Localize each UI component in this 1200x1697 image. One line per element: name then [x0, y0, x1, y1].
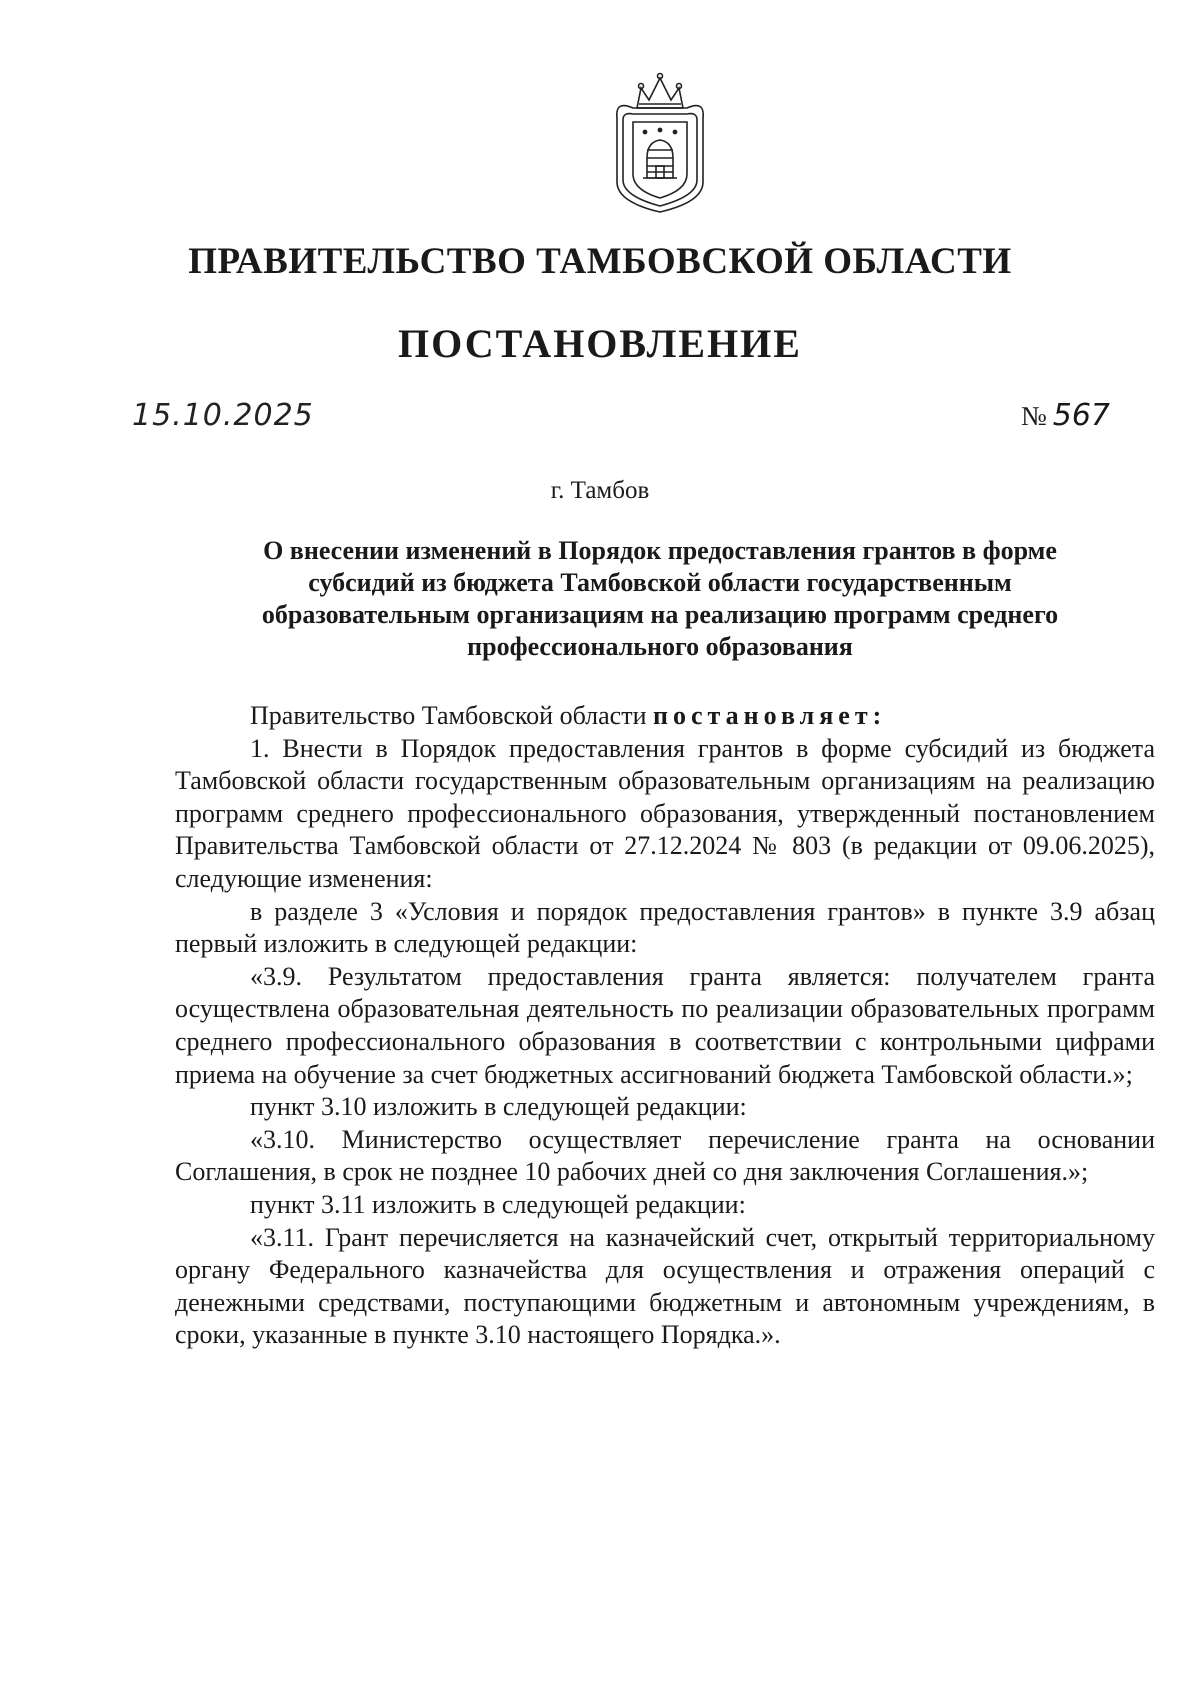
document-type: ПОСТАНОВЛЕНИЕ — [398, 321, 802, 366]
intro-paragraph — [175, 700, 1155, 733]
number-label: № — [1020, 401, 1047, 431]
body-paragraph: пункт 3.11 изложить в следующей редакции: — [250, 1189, 746, 1219]
intro-action: постановляет: — [653, 701, 887, 730]
body-paragraph: «3.9. Результатом предоставления гранта является: получателем гранта осуществлена образовательная деятельность по реализации образовательных программ среднего профессионального образования в соответствии с контрольными цифрами приема на обучение за счет бюджетных ассигнований бюджета Тамбовской области.»; — [175, 961, 1155, 1089]
subject-line: профессионального образования — [467, 632, 853, 661]
number-value: 567 — [1052, 398, 1110, 433]
organization-title: ПРАВИТЕЛЬСТВО ТАМБОВСКОЙ ОБЛАСТИ — [188, 241, 1012, 282]
subject-line: образовательным организациям на реализацию программ среднего — [261, 600, 1059, 629]
body-paragraph: 1. Внести в Порядок предоставления грантов в форме субсидий из бюджета Тамбовской области государственным образовательным организациям на реализацию программ среднего профессионального образования, утвержденный постановлением Правительства Тамбовской области от 27.12.2024 № 803 (в редакции от 09.06.2025), следующие изменения: — [175, 733, 1155, 893]
subject-line: О внесении изменений в Порядок предоставления грантов в форме — [263, 536, 1057, 565]
document-date: 15.10.2025 — [132, 398, 314, 433]
city: г. Тамбов — [550, 477, 650, 504]
body-paragraph: «3.11. Грант перечисляется на казначейский счет, открытый территориальному органу Федерального казначейства для осуществления и отражения операций с денежными средствами, поступающими бюджетным и автономным учреждениям, в сроки, указанные в пункте 3.10 настоящего Порядка.». — [175, 1222, 1155, 1350]
subject-line: субсидий из бюджета Тамбовской области государственным — [308, 568, 1012, 597]
body-paragraph: «3.10. Министерство осуществляет перечисление гранта на основании Соглашения, в срок не позднее 10 рабочих дней со дня заключения Соглашения.»; — [175, 1124, 1155, 1187]
document-number — [1021, 398, 1110, 433]
tambov-coat-of-arms-icon — [607, 70, 713, 215]
body-paragraph: пункт 3.10 изложить в следующей редакции: — [250, 1092, 747, 1122]
document-subject — [210, 535, 1110, 663]
document-body — [175, 700, 1155, 1352]
intro-prefix: Правительство Тамбовской области — [250, 701, 653, 730]
body-paragraph: в разделе 3 «Условия и порядок предоставления грантов» в пункте 3.9 абзац первый изложить в следующей редакции: — [175, 896, 1155, 959]
